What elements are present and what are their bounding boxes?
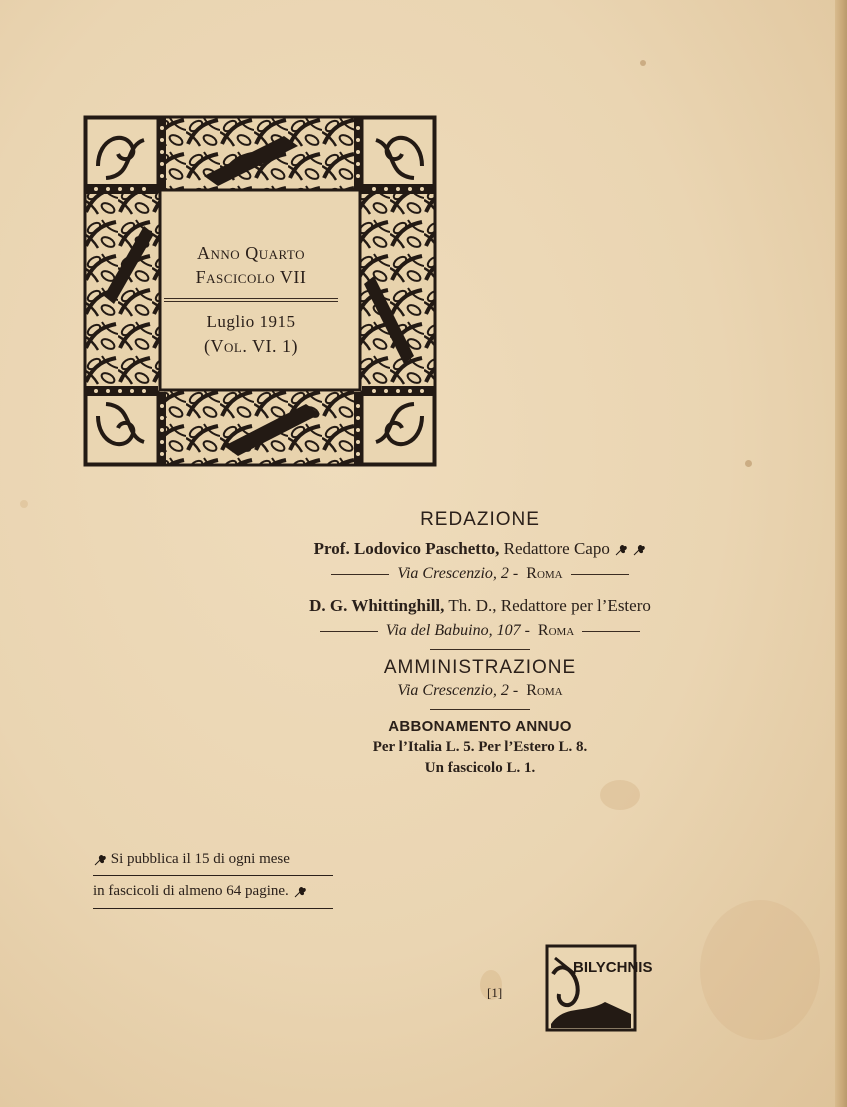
volume-label: (Vol. VI. 1) — [204, 336, 298, 356]
dash-rule — [331, 574, 389, 575]
notice-line-2 — [93, 876, 333, 906]
dash-rule — [571, 574, 629, 575]
editor2-line — [300, 596, 660, 616]
notice-text-2: in fascicoli di almeno 64 pagine. — [93, 883, 289, 899]
editor1-line — [300, 539, 660, 559]
abbonamento-single: Un fascicolo L. 1. — [424, 760, 536, 776]
abbonamento-prices: Per l’Italia L. 5. Per l’Estero L. 8. — [372, 739, 588, 755]
fascicolo-label: Fascicolo VII — [195, 267, 307, 287]
notice-text-1: Si pubblica il 15 di ogni mese — [110, 851, 290, 867]
section-rule — [430, 709, 530, 710]
ornamental-frame — [84, 116, 436, 466]
page-number: [1] — [487, 985, 503, 1000]
editor1-address — [300, 565, 660, 583]
flower-ornament-icon — [632, 544, 646, 556]
bilychnis-logo — [545, 944, 653, 1032]
logo-text: BILYCHNIS — [573, 959, 653, 976]
frame-panel — [162, 229, 340, 392]
issue-date: Luglio 1915 — [206, 312, 296, 331]
amministrazione-address — [300, 682, 660, 700]
flower-ornament-icon — [93, 854, 107, 866]
page-edge — [835, 0, 847, 1107]
notice-line-1 — [93, 844, 333, 874]
editor2-name: D. G. Whittinghill, — [309, 596, 445, 615]
editor1-role: Redattore Capo — [503, 539, 610, 558]
redazione-heading: REDAZIONE — [420, 509, 540, 530]
notice-rule — [93, 908, 333, 909]
dash-rule — [582, 631, 640, 632]
editor1-street: Via Crescenzio, 2 - — [397, 565, 519, 582]
amministrazione-city: Roma — [526, 682, 563, 699]
flower-ornament-icon — [614, 544, 628, 556]
amministrazione-heading: AMMINISTRAZIONE — [383, 657, 577, 678]
editor1-city: Roma — [526, 565, 563, 582]
publication-notice — [93, 844, 333, 909]
editor2-street: Via del Babuino, 107 - — [385, 622, 530, 639]
dash-rule — [320, 631, 378, 632]
flower-ornament-icon — [293, 886, 307, 898]
anno-label: Anno Quarto — [197, 243, 305, 263]
editor2-city: Roma — [537, 622, 575, 639]
editor2-address — [300, 622, 660, 640]
abbonamento-heading: ABBONAMENTO ANNUO — [388, 718, 572, 735]
amministrazione-street: Via Crescenzio, 2 - — [397, 682, 519, 699]
section-rule — [430, 649, 530, 650]
editor2-role: Th. D., Redattore per l’Estero — [448, 596, 651, 615]
double-rule — [164, 298, 338, 302]
editor1-name: Prof. Lodovico Paschetto, — [313, 539, 500, 558]
redazione-section — [300, 509, 660, 777]
